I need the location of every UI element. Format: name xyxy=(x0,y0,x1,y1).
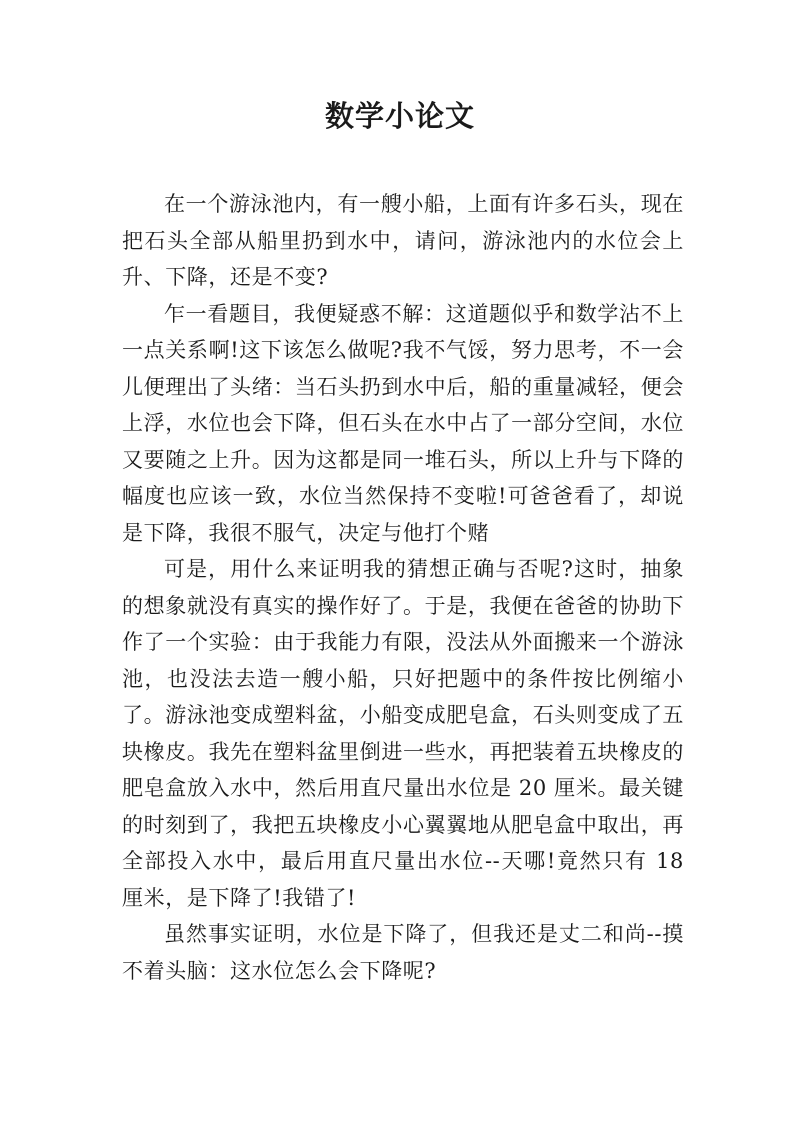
page-title: 数学小论文 xyxy=(324,99,475,133)
paragraph-1: 在一个游泳池内，有一艘小船，上面有许多石头，现在把石头全部从船里扔到水中，请问，游泳池内的水位会上升、下降，还是不变? xyxy=(122,192,684,289)
essay-body xyxy=(122,186,684,989)
paragraph-3: 可是，用什么来证明我的猜想正确与否呢?这时，抽象的想象就没有真实的操作好了。于是，我便在爸爸的协助下作了一个实验：由于我能力有限，没法从外面搬来一个游泳池，也没法去造一艘小船，只好把题中的条件按比例缩小了。游泳池变成塑料盆，小船变成肥皂盒，石头则变成了五块橡皮。我先在塑料盆里倒进一些水，再把装着五块橡皮的肥皂盒放入水中，然后用直尺量出水位是 20 厘米。最关键的时刻到了，我把五块橡皮小心翼翼地从肥皂盒中取出，再全部投入水中，最后用直尺量出水位--天哪!竟然只有 18 厘米，是下降了!我错了! xyxy=(122,557,684,910)
paragraph-2: 乍一看题目，我便疑惑不解：这道题似乎和数学沾不上一点关系啊!这下该怎么做呢?我不气馁，努力思考，不一会儿便理出了头绪：当石头扔到水中后，船的重量减轻，便会上浮，水位也会下降，但石头在水中占了一部分空间，水位又要随之上升。因为这都是同一堆石头，所以上升与下降的幅度也应该一致，水位当然保持不变啦!可爸爸看了，却说是下降，我很不服气，决定与他打个赌 xyxy=(122,301,684,545)
paragraph-4: 虽然事实证明，水位是下降了，但我还是丈二和尚--摸不着头脑：这水位怎么会下降呢? xyxy=(122,922,684,983)
